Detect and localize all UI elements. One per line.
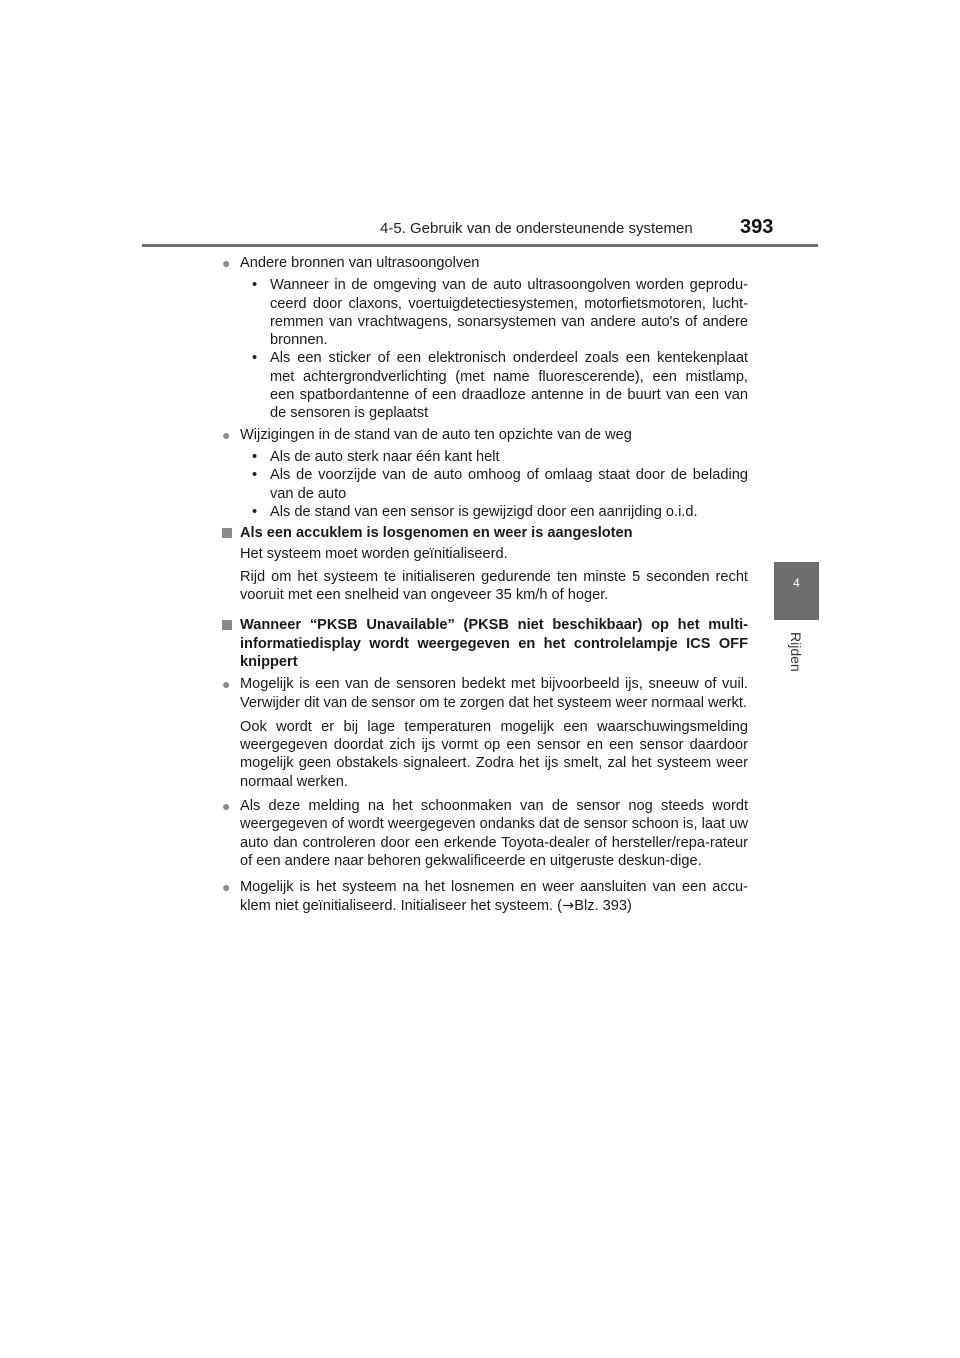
header-divider xyxy=(142,244,818,247)
page-content xyxy=(222,254,748,918)
section-heading-pksb-unavailable xyxy=(222,616,748,671)
square-bullet-icon xyxy=(222,528,232,538)
small-dot-icon: • xyxy=(252,350,258,367)
round-bullet-icon: ● xyxy=(222,676,231,693)
section-heading-text: Wanneer “PKSB Unavailable” (PKSB niet beschikbaar) op het multi-informatiedisplay wordt weergegeven en het controlelampje ICS OFF knippert xyxy=(240,617,748,670)
bullet-vehicle-position xyxy=(222,426,748,521)
bullet-not-initialized xyxy=(222,878,748,915)
chapter-tab xyxy=(774,562,819,620)
sub-list xyxy=(240,448,748,521)
square-bullet-icon xyxy=(222,620,232,630)
round-bullet-icon: ● xyxy=(222,879,231,896)
small-dot-icon: • xyxy=(252,467,258,484)
sub-list-item xyxy=(240,466,748,503)
paragraph: Ook wordt er bij lage temperaturen mogelijk een waarschuwingsmelding weergegeven doordat zich ijs vormt op een sensor en een sensor daardoor mogelijk geen obstakels signaleert. Zodra het ijs smelt, zal het systeem weer normaal werken. xyxy=(240,718,748,790)
sub-list-item xyxy=(240,349,748,422)
sub-list-item xyxy=(240,276,748,349)
sub-list-item xyxy=(240,448,748,466)
bullet-ultrasonic-sources xyxy=(222,254,748,423)
round-bullet-icon: ● xyxy=(222,798,231,815)
bullet-sensor-covered xyxy=(222,675,748,791)
paragraph: Rijd om het systeem te initialiseren gedurende ten minste 5 seconden recht vooruit met een snelheid van ongeveer 35 km/h of hoger. xyxy=(240,568,748,604)
round-bullet-icon: ● xyxy=(222,255,231,271)
small-dot-icon: • xyxy=(252,277,258,294)
bullet-text: Als deze melding na het schoonmaken van de sensor nog steeds wordt weergegeven of wordt weergegeven ondanks dat de sensor schoon is, laat uw auto dan controleren door een erkende Toyota-dealer of hersteller/repa-rateur of een andere naar behoren gekwalificeerde en uitgeruste deskun-dige. xyxy=(240,798,748,869)
sub-item-text: Als de stand van een sensor is gewijzigd door een aanrijding o.i.d. xyxy=(270,503,698,520)
bullet-text-body: Mogelijk is het systeem na het losnemen en weer aansluiten van een accu-klem niet geïnitialiseerd. Initialiseer het systeem. ( xyxy=(240,879,748,914)
bullet-still-displayed xyxy=(222,797,748,870)
section-header-title: 4-5. Gebruik van de ondersteunende systemen xyxy=(380,220,693,237)
bullet-title: Andere bronnen van ultrasoongolven xyxy=(240,255,480,271)
page-number: 393 xyxy=(740,216,774,238)
page-reference-link[interactable]: Blz. 393) xyxy=(574,897,632,914)
small-dot-icon: • xyxy=(252,448,258,465)
bullet-text xyxy=(240,878,748,915)
bullet-text: Mogelijk is een van de sensoren bedekt met bijvoorbeeld ijs, sneeuw of vuil. Verwijder dit van de sensor om te zorgen dat het systeem weer normaal werkt. xyxy=(240,676,748,711)
bullet-title: Wijzigingen in de stand van de auto ten opzichte van de weg xyxy=(240,426,632,443)
sub-item-text: Als de voorzijde van de auto omhoog of omlaag staat door de belading van de auto xyxy=(270,467,748,502)
chapter-label: Rijden xyxy=(788,632,804,672)
chapter-number: 4 xyxy=(793,576,800,590)
sub-list xyxy=(240,276,748,422)
round-bullet-icon: ● xyxy=(222,426,231,443)
sub-item-text: Als de auto sterk naar één kant helt xyxy=(270,448,500,465)
sub-item-text: Wanneer in de omgeving van de auto ultrasoongolven worden geprodu-ceerd door claxons, voertuigdetectiesystemen, motorfietsmotoren, lucht-remmen van vrachtwagens, sonarsystemen van andere auto's of andere bronnen. xyxy=(270,277,748,349)
sub-list-item xyxy=(240,503,748,521)
section-heading-battery xyxy=(222,524,748,542)
small-dot-icon: • xyxy=(252,503,258,520)
section-heading-text: Als een accuklem is losgenomen en weer is aangesloten xyxy=(240,525,633,542)
right-arrow-icon: → xyxy=(562,896,575,914)
sub-item-text: Als een sticker of een elektronisch onderdeel zoals een kentekenplaat met achtergrondverlichting (met name fluorescerende), een mistlamp, een spatbordantenne of een draadloze antenne in de buurt van een van de sensoren is geplaatst xyxy=(270,350,748,422)
paragraph: Het systeem moet worden geïnitialiseerd. xyxy=(240,546,508,563)
